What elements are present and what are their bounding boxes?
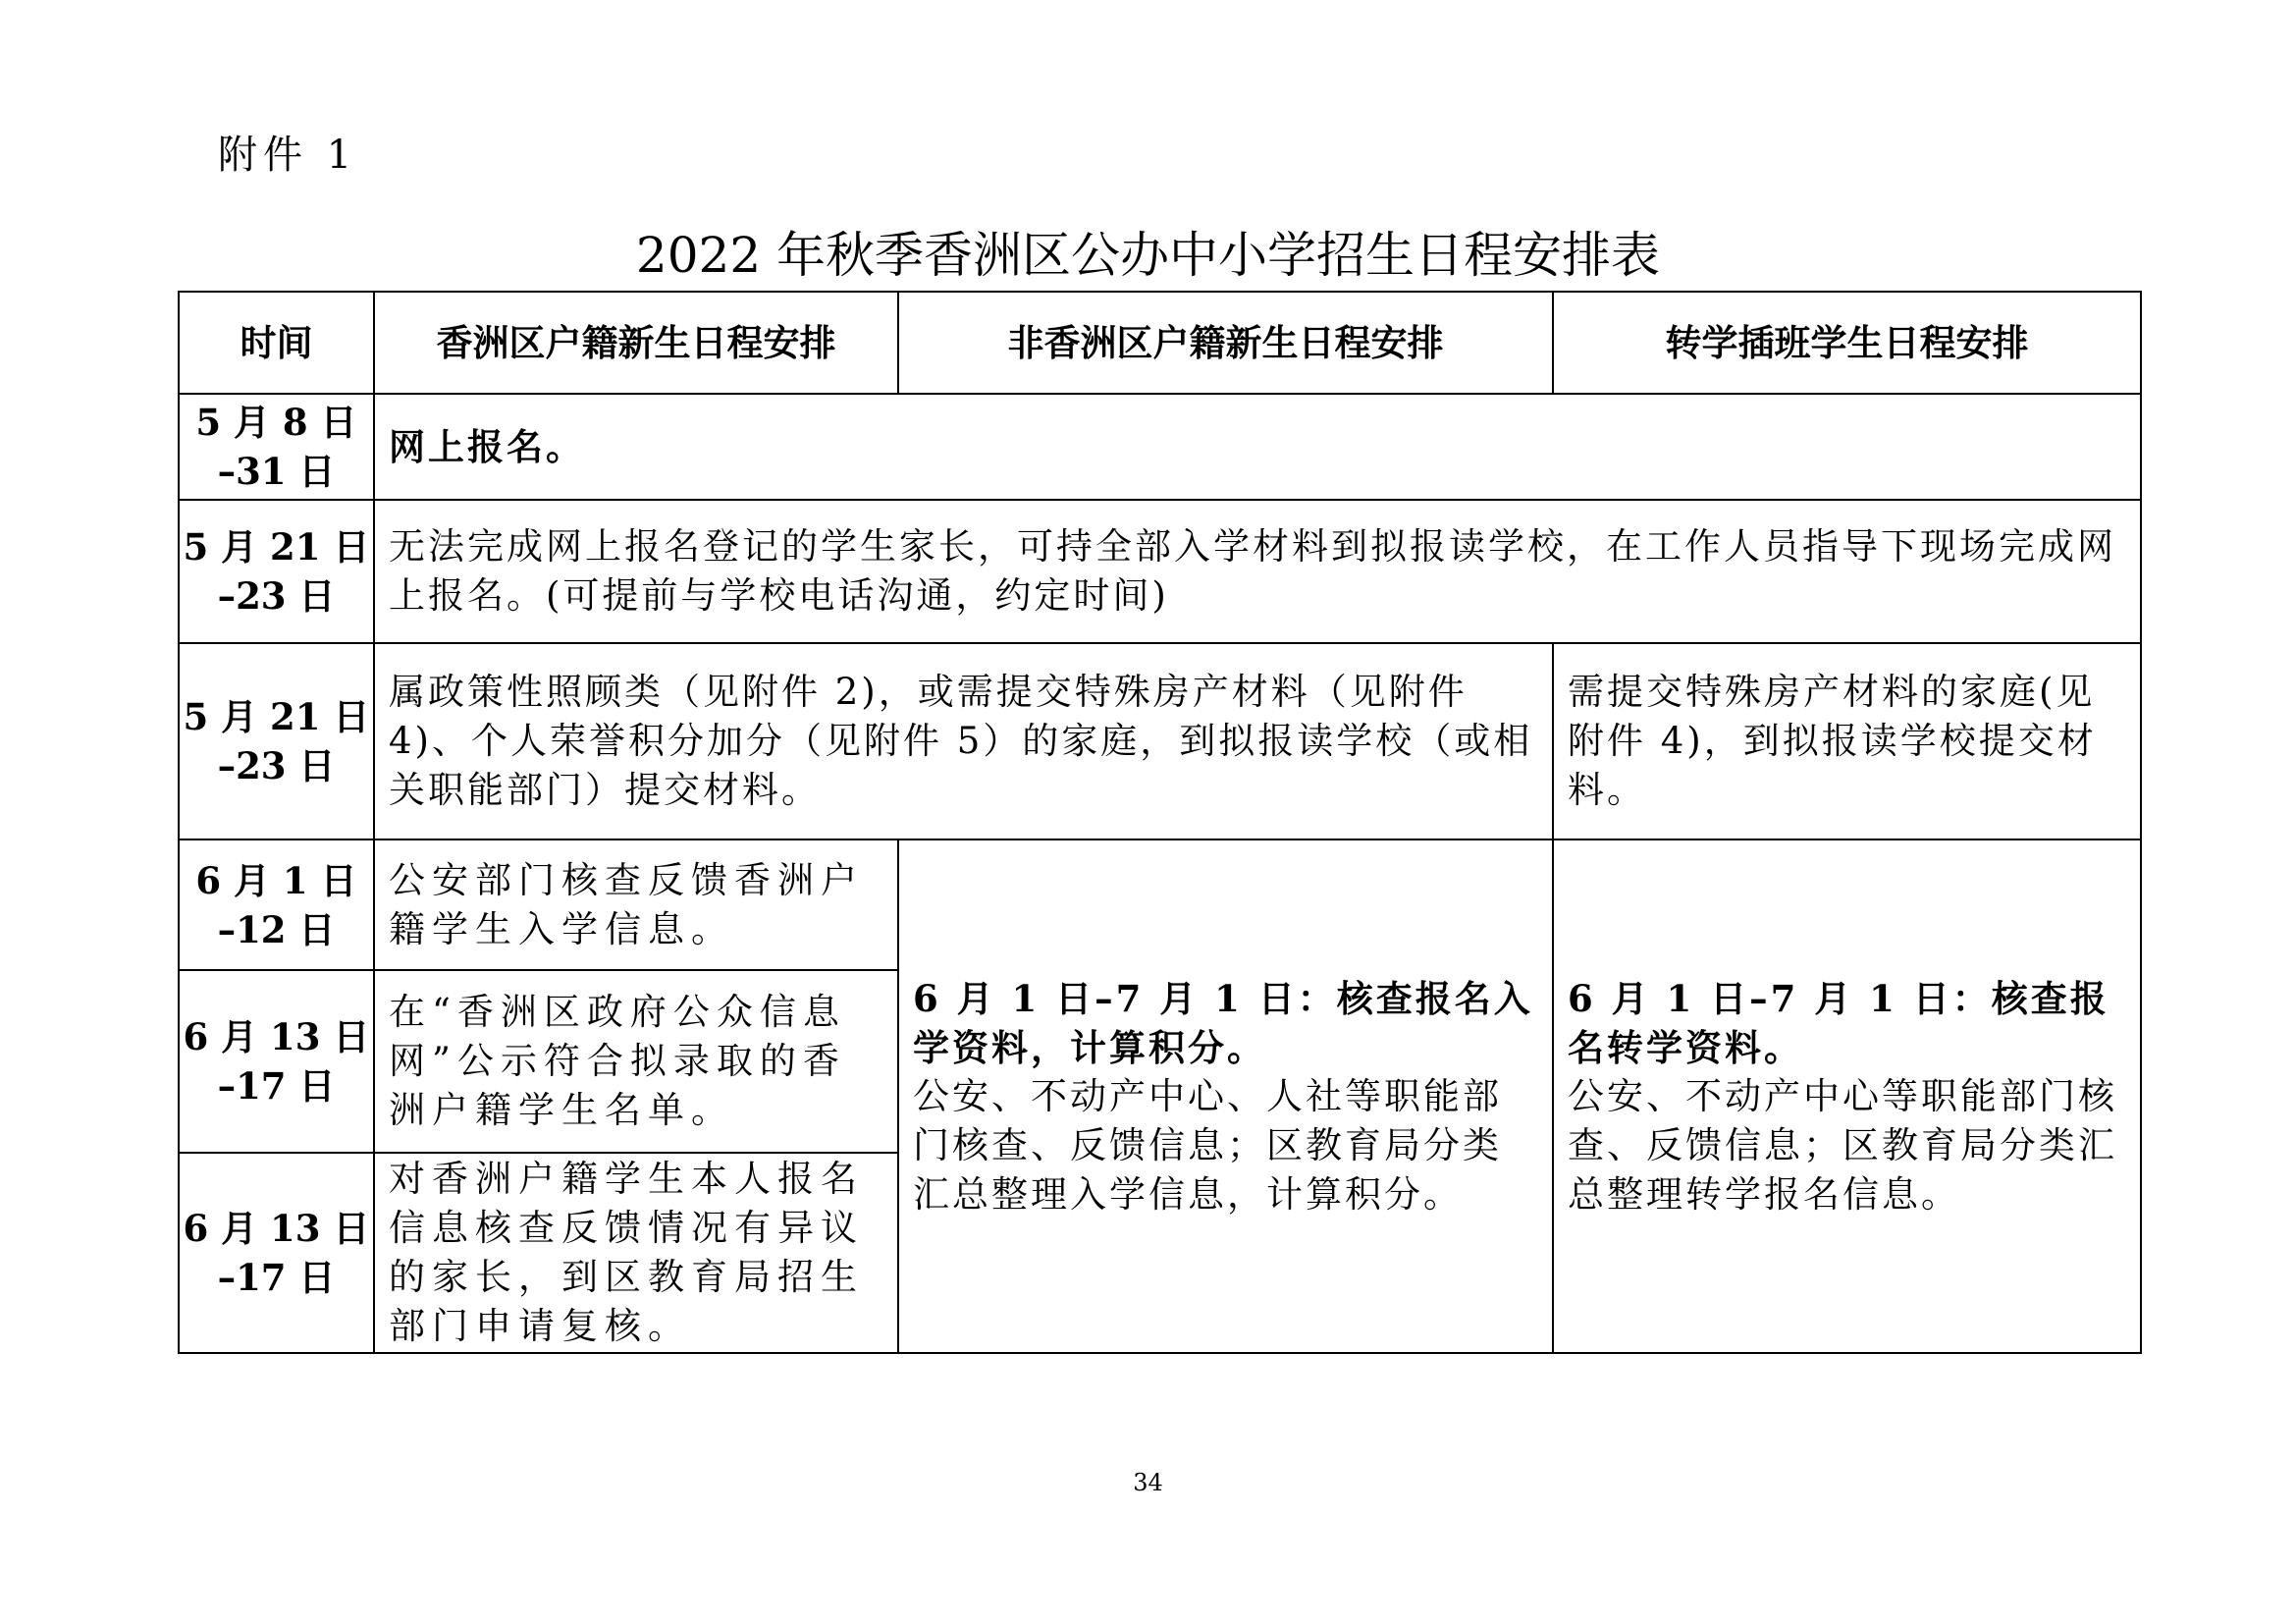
nonlocal-verification-cell [898, 839, 1553, 1353]
date-start: 6 月 1 日 [195, 858, 357, 902]
police-verification-cell: 公安部门核查反馈香洲户籍学生入学信息。 [374, 839, 898, 970]
table-row [179, 839, 2141, 970]
transfer-verification-cell [1553, 839, 2141, 1353]
schedule-table [178, 291, 2142, 1354]
date-cell [179, 394, 374, 500]
table-row [179, 500, 2141, 643]
date-end: –17 日 [217, 1064, 336, 1108]
page-number: 34 [1133, 1469, 1163, 1496]
date-start: 6 月 13 日 [183, 1207, 370, 1250]
table-row [179, 643, 2141, 839]
transfer-verification-body: 公安、不动产中心等职能部门核查、反馈信息；区教育局分类汇总整理转学报名信息。 [1568, 1074, 2117, 1216]
transfer-material-cell: 需提交特殊房产材料的家庭(见附件 4)，到拟报读学校提交材料。 [1553, 643, 2141, 839]
nonlocal-verification-body: 公安、不动产中心、人社等职能部门核查、反馈信息；区教育局分类汇总整理入学信息，计算积分。 [913, 1074, 1502, 1216]
header-transfer: 转学插班学生日程安排 [1553, 292, 2141, 394]
date-cell [179, 500, 374, 643]
attachment-label: 附件 1 [218, 133, 358, 178]
header-local: 香洲区户籍新生日程安排 [374, 292, 898, 394]
date-start: 5 月 21 日 [183, 695, 370, 738]
review-request-cell: 对香洲户籍学生本人报名信息核查反馈情况有异议的家长，到区教育局招生部门申请复核。 [374, 1153, 898, 1353]
date-cell [179, 1153, 374, 1353]
date-end: –23 日 [217, 744, 336, 787]
date-end: –23 日 [217, 574, 336, 618]
header-nonlocal: 非香洲区户籍新生日程安排 [898, 292, 1553, 394]
online-registration-cell: 网上报名。 [374, 394, 2141, 500]
date-cell [179, 643, 374, 839]
onsite-registration-cell: 无法完成网上报名登记的学生家长，可持全部入学材料到拟报读学校，在工作人员指导下现场完成网上报名。(可提前与学校电话沟通，约定时间) [374, 500, 2141, 643]
material-submission-cell: 属政策性照顾类（见附件 2)，或需提交特殊房产材料（见附件 4)、个人荣誉积分加分（见附件 5）的家庭，到拟报读学校（或相关职能部门）提交材料。 [374, 643, 1553, 839]
date-end: –17 日 [217, 1256, 336, 1299]
header-time: 时间 [179, 292, 374, 394]
date-end: –12 日 [217, 907, 336, 951]
date-start: 5 月 8 日 [195, 401, 357, 444]
date-end: –31 日 [217, 450, 336, 493]
table-row [179, 394, 2141, 500]
transfer-verification-heading: 6 月 1 日–7 月 1 日：核查报名转学资料。 [1568, 976, 2109, 1069]
date-cell [179, 970, 374, 1153]
date-start: 6 月 13 日 [183, 1015, 370, 1058]
date-cell [179, 839, 374, 970]
header-row [179, 292, 2141, 394]
nonlocal-verification-heading: 6 月 1 日–7 月 1 日：核查报名入学资料，计算积分。 [913, 976, 1533, 1069]
public-notice-cell: 在“香洲区政府公众信息网”公示符合拟录取的香洲户籍学生名单。 [374, 970, 898, 1153]
document-title: 2022 年秋季香洲区公办中小学招生日程安排表 [635, 227, 1661, 284]
date-start: 5 月 21 日 [183, 525, 370, 568]
